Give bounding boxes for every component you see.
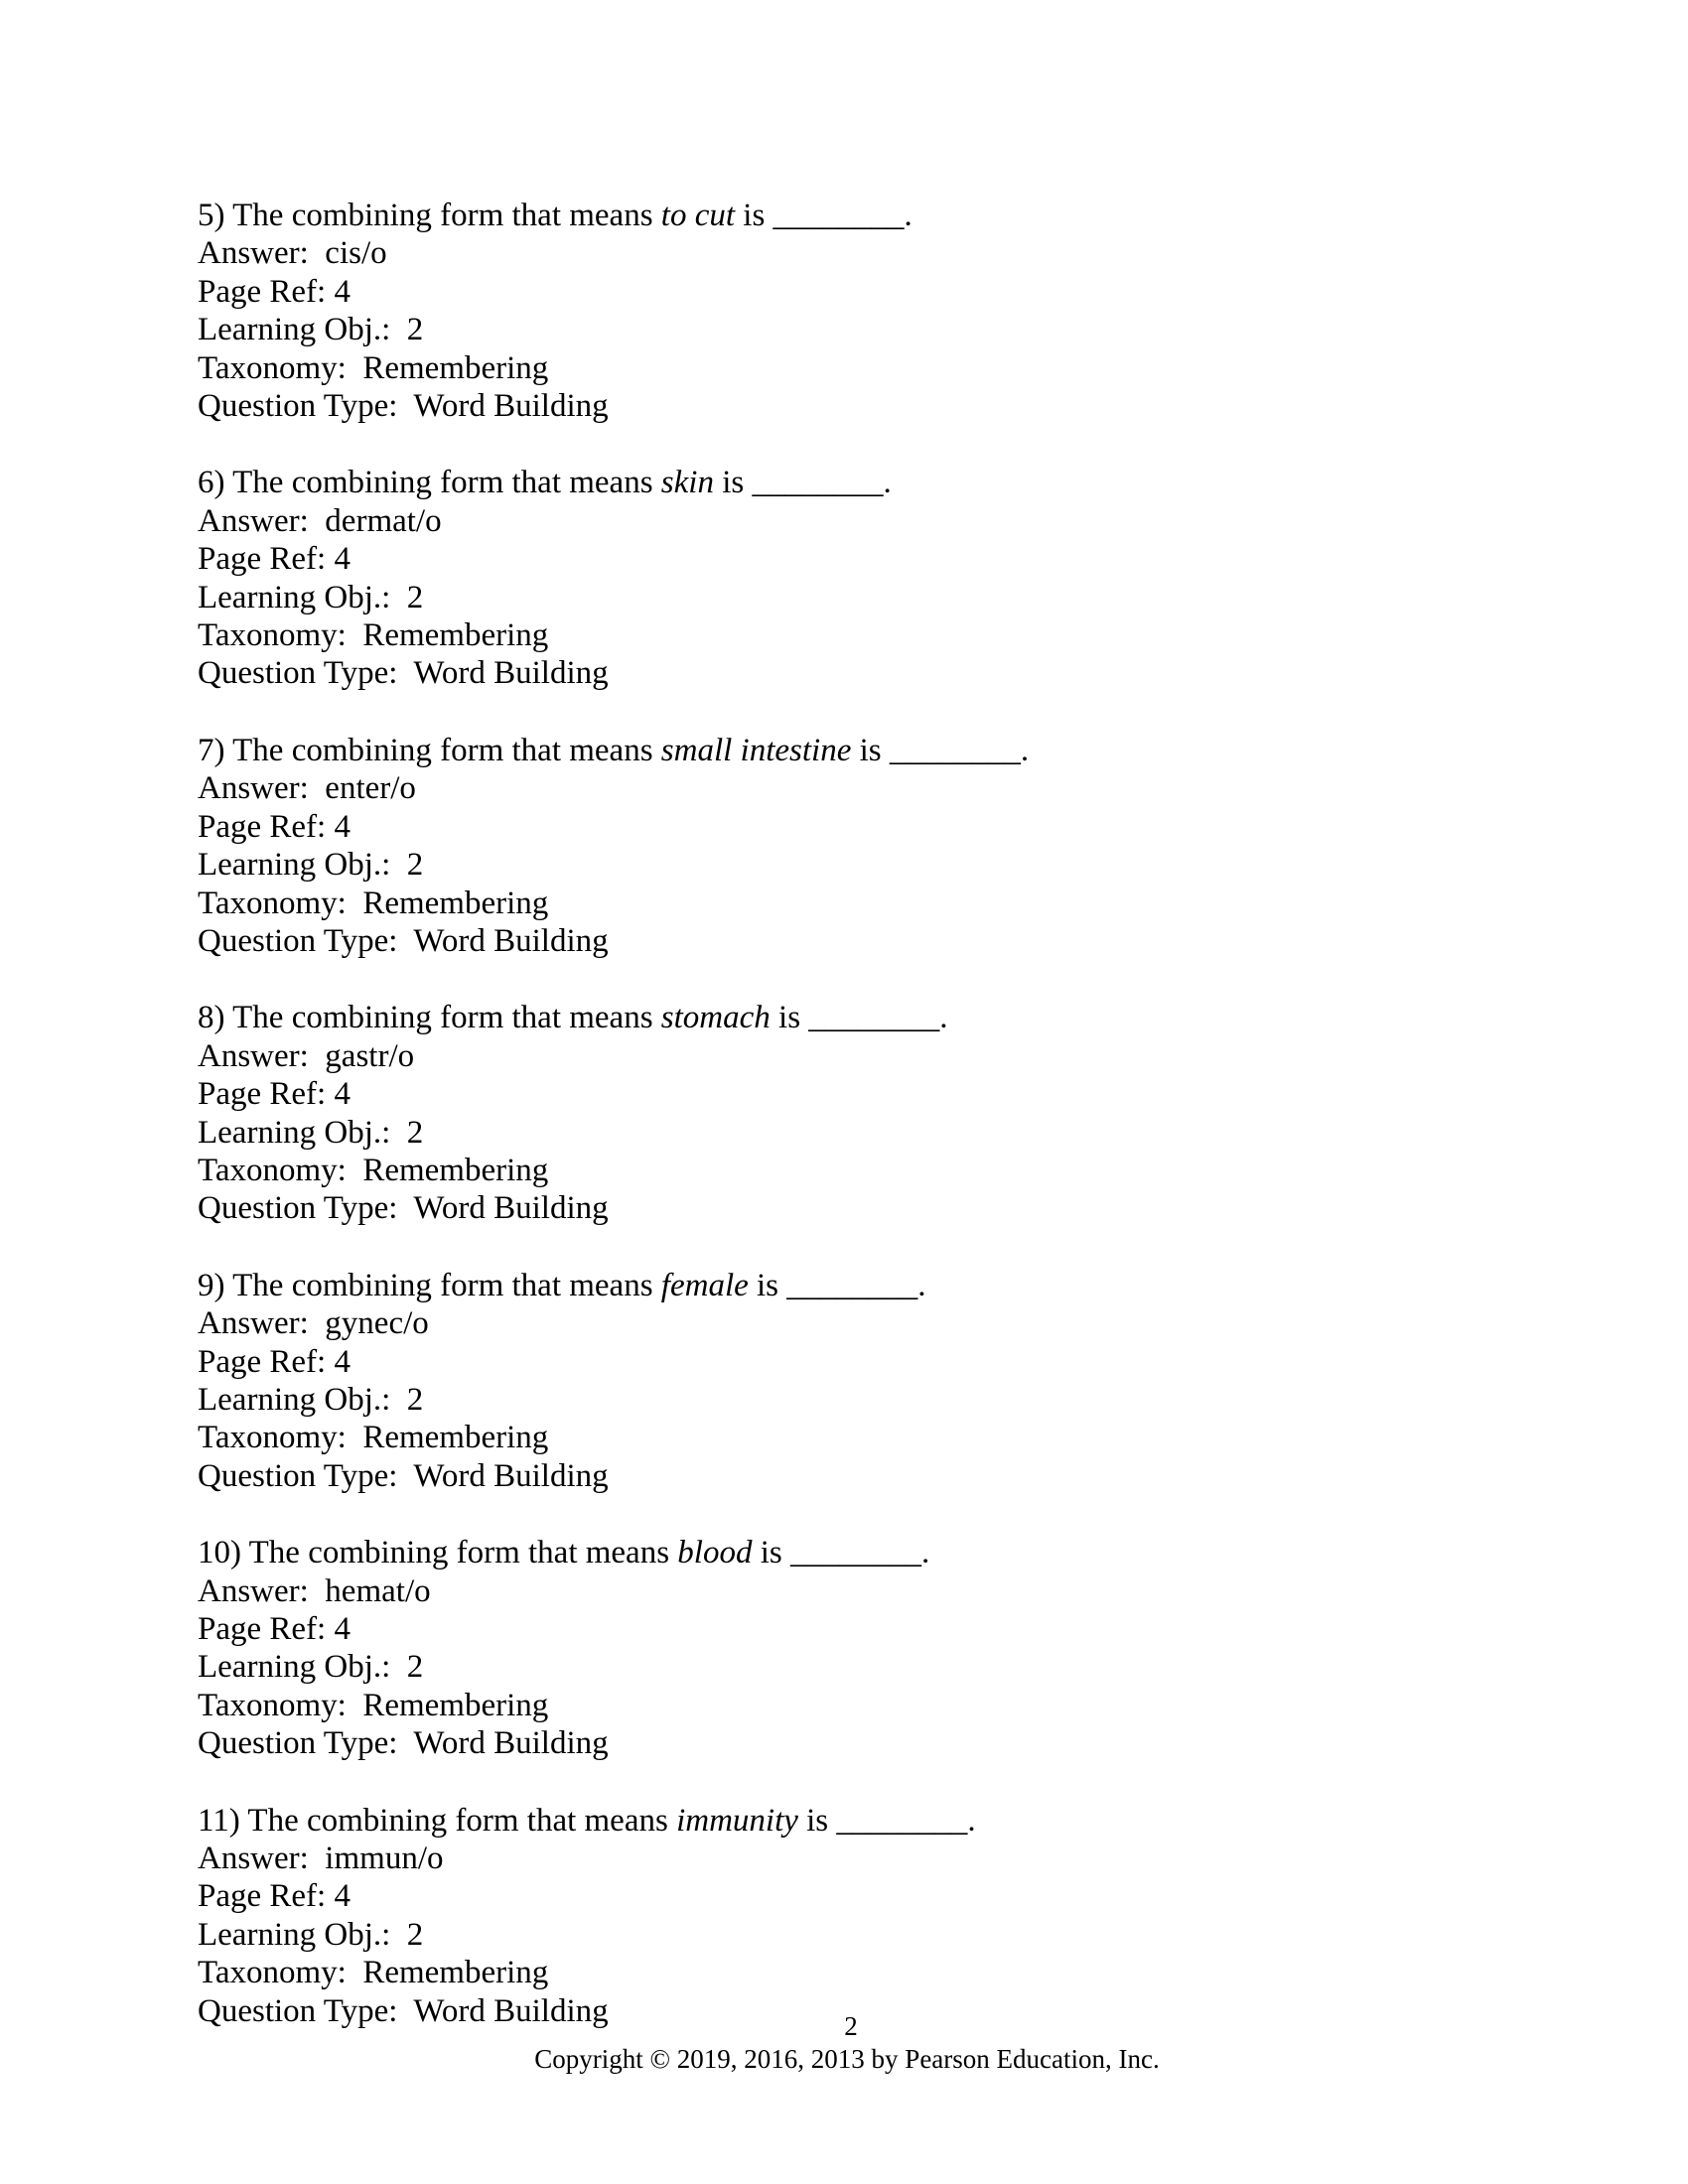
taxonomy-line: Taxonomy: Remembering (198, 1420, 549, 1456)
stem-after: is ________. (851, 732, 1030, 768)
learning-obj-line: Learning Obj.: 2 (198, 1381, 424, 1418)
question-stem (198, 464, 1488, 501)
question-type-line: Question Type: Word Building (198, 1725, 609, 1762)
copyright-notice: Copyright © 2019, 2016, 2013 by Pearson Education, Inc. (534, 2044, 1160, 2074)
question-block (198, 197, 1488, 425)
taxonomy-line: Taxonomy: Remembering (198, 885, 549, 921)
stem-before: 10) The combining form that means (198, 1535, 678, 1571)
taxonomy-line: Taxonomy: Remembering (198, 1152, 549, 1188)
stem-after: is ________. (797, 1802, 976, 1839)
learning-obj-line: Learning Obj.: 2 (198, 312, 424, 348)
question-type-line: Question Type: Word Building (198, 655, 609, 692)
question-list (198, 197, 1488, 2069)
page-ref-line: Page Ref: 4 (198, 808, 351, 845)
learning-obj-line: Learning Obj.: 2 (198, 579, 424, 615)
page-ref-line: Page Ref: 4 (198, 541, 351, 578)
question-type-line: Question Type: Word Building (198, 1190, 609, 1227)
learning-obj-line: Learning Obj.: 2 (198, 1649, 424, 1686)
question-type-line: Question Type: Word Building (198, 1992, 609, 2029)
stem-term: blood (677, 1535, 753, 1571)
stem-term: to cut (660, 198, 736, 233)
question-block (198, 732, 1488, 960)
stem-after: is ________. (752, 1535, 930, 1571)
answer-line: Answer: gastr/o (198, 1037, 415, 1074)
stem-term: stomach (660, 1000, 771, 1036)
answer-line: Answer: enter/o (198, 770, 416, 807)
stem-after: is ________. (748, 1267, 926, 1303)
page-ref-line: Page Ref: 4 (198, 1076, 351, 1113)
stem-before: 5) The combining form that means (198, 198, 661, 233)
page-footer (0, 2010, 1688, 2076)
stem-term: skin (660, 465, 714, 501)
taxonomy-line: Taxonomy: Remembering (198, 1687, 549, 1723)
taxonomy-line: Taxonomy: Remembering (198, 1955, 549, 1991)
question-stem (198, 732, 1488, 769)
stem-term: immunity (676, 1802, 798, 1839)
stem-before: 11) The combining form that means (198, 1802, 677, 1839)
question-block (198, 1534, 1488, 1762)
stem-after: is ________. (713, 465, 892, 501)
stem-term: small intestine (660, 732, 852, 768)
answer-line: Answer: gynec/o (198, 1305, 429, 1342)
learning-obj-line: Learning Obj.: 2 (198, 847, 424, 884)
answer-line: Answer: immun/o (198, 1841, 444, 1877)
question-stem (198, 1267, 1488, 1304)
page-ref-line: Page Ref: 4 (198, 1878, 351, 1915)
page-ref-line: Page Ref: 4 (198, 1343, 351, 1380)
stem-before: 9) The combining form that means (198, 1267, 661, 1303)
stem-after: is ________. (770, 1000, 948, 1036)
stem-after: is ________. (735, 198, 913, 233)
question-type-line: Question Type: Word Building (198, 1457, 609, 1494)
question-block (198, 1267, 1488, 1495)
taxonomy-line: Taxonomy: Remembering (198, 617, 549, 654)
taxonomy-line: Taxonomy: Remembering (198, 349, 549, 386)
answer-line: Answer: dermat/o (198, 502, 442, 539)
answer-line: Answer: cis/o (198, 235, 387, 272)
question-stem (198, 1534, 1488, 1571)
question-block (198, 464, 1488, 692)
learning-obj-line: Learning Obj.: 2 (198, 1916, 424, 1953)
question-block (198, 1802, 1488, 2030)
page-ref-line: Page Ref: 4 (198, 273, 351, 310)
question-stem (198, 999, 1488, 1036)
answer-line: Answer: hemat/o (198, 1572, 431, 1609)
question-block (198, 999, 1488, 1227)
stem-before: 6) The combining form that means (198, 465, 661, 501)
question-stem (198, 1802, 1488, 1840)
page-ref-line: Page Ref: 4 (198, 1611, 351, 1647)
stem-term: female (660, 1267, 749, 1303)
question-stem (198, 197, 1488, 234)
page-number: 2 (844, 2011, 858, 2041)
question-type-line: Question Type: Word Building (198, 388, 609, 425)
stem-before: 7) The combining form that means (198, 732, 661, 768)
stem-before: 8) The combining form that means (198, 1000, 661, 1036)
learning-obj-line: Learning Obj.: 2 (198, 1114, 424, 1151)
question-type-line: Question Type: Word Building (198, 922, 609, 959)
